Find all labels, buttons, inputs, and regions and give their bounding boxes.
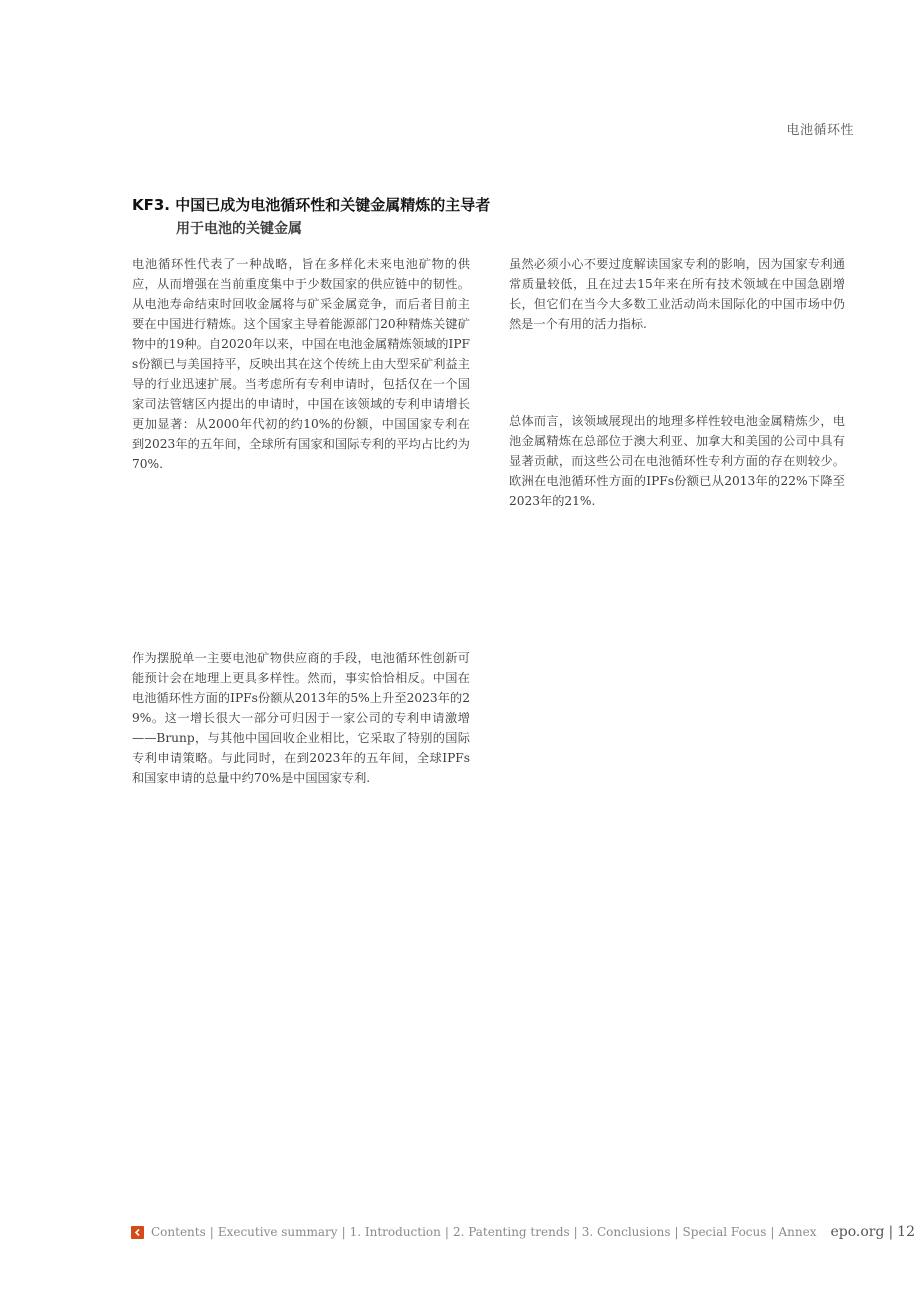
- footer-separator: |: [444, 1225, 449, 1239]
- body-paragraph-2: 作为摆脱单一主要电池矿物供应商的手段，电池循环性创新可能预计会在地理上更具多样性。然而，事实恰恰相反。中国在电池循环性方面的IPFs份额从2013年的5%上升至2023年的29%。这一增长很大一部分可归因于一家公司的专利申请激增——Brunp，与其他中国回收企业相比，它采取了特别的国际专利申请策略。与此同时，在到2023年的五年间，全球IPFs和国家申请的总量中约70%是中国国家专利.: [132, 651, 470, 785]
- running-header: 电池循环性: [786, 123, 854, 138]
- footer-link-contents[interactable]: Contents: [151, 1225, 206, 1239]
- page-separator: |: [888, 1224, 894, 1240]
- body-paragraph-1: 电池循环性代表了一种战略，旨在多样化未来电池矿物的供应，从而增强在当前重度集中于少数国家的供应链中的韧性。从电池寿命结束时回收金属将与矿采金属竞争，而后者目前主要在中国进行精炼。这个国家主导着能源部门20种精炼关键矿物中的19种。自2020年以来，中国在电池金属精炼领域的IPFs份额已与美国持平，反映出其在这个传统上由大型采矿利益主导的行业迅速扩展。当考虑所有专利申请时，包括仅在一个国家司法管辖区内提出的申请时，中国在该领域的专利申请增长更加显著：从2000年代初的约10%的份额，中国国家专利在到2023年的五年间，全球所有国家和国际专利的平均占比约为70%.: [132, 257, 470, 471]
- body-paragraph-4: 总体而言，该领域展现出的地理多样性较电池金属精炼少，电池金属精炼在总部位于澳大利亚、加拿大和美国的公司中具有显著贡献，而这些公司在电池循环性专利方面的存在则较少。欧洲在电池循环性方面的IPFs份额已从2013年的22%下降至2023年的21%.: [509, 414, 845, 508]
- footer-separator: |: [674, 1225, 679, 1239]
- page-number: 12: [897, 1224, 915, 1240]
- footer-link-special-focus[interactable]: Special Focus: [682, 1225, 767, 1239]
- section-subtitle: 用于电池的关键金属: [176, 221, 302, 237]
- body-paragraph-3: 虽然必须小心不要过度解读国家专利的影响，因为国家专利通常质量较低，且在过去15年来在所有技术领域在中国急剧增长，但它们在当今大多数工业活动尚未国际化的中国市场中仍然是一个有用的活力指标.: [509, 257, 845, 331]
- footer-separator: |: [209, 1225, 214, 1239]
- footer-link-executive-summary[interactable]: Executive summary: [217, 1225, 338, 1239]
- chevron-left-icon[interactable]: [131, 1226, 144, 1239]
- footer-separator: |: [341, 1225, 346, 1239]
- footer-navigation: [131, 1222, 915, 1242]
- footer-link-conclusions[interactable]: 3. Conclusions: [581, 1225, 671, 1239]
- footer-link-annex[interactable]: Annex: [778, 1225, 817, 1239]
- section-title: KF3. 中国已成为电池循环性和关键金属精炼的主导者: [132, 196, 491, 214]
- site-link[interactable]: epo.org: [830, 1224, 885, 1240]
- footer-separator: |: [573, 1225, 578, 1239]
- footer-link-patenting-trends[interactable]: 2. Patenting trends: [452, 1225, 570, 1239]
- footer-separator: |: [770, 1225, 775, 1239]
- footer-link-introduction[interactable]: 1. Introduction: [349, 1225, 441, 1239]
